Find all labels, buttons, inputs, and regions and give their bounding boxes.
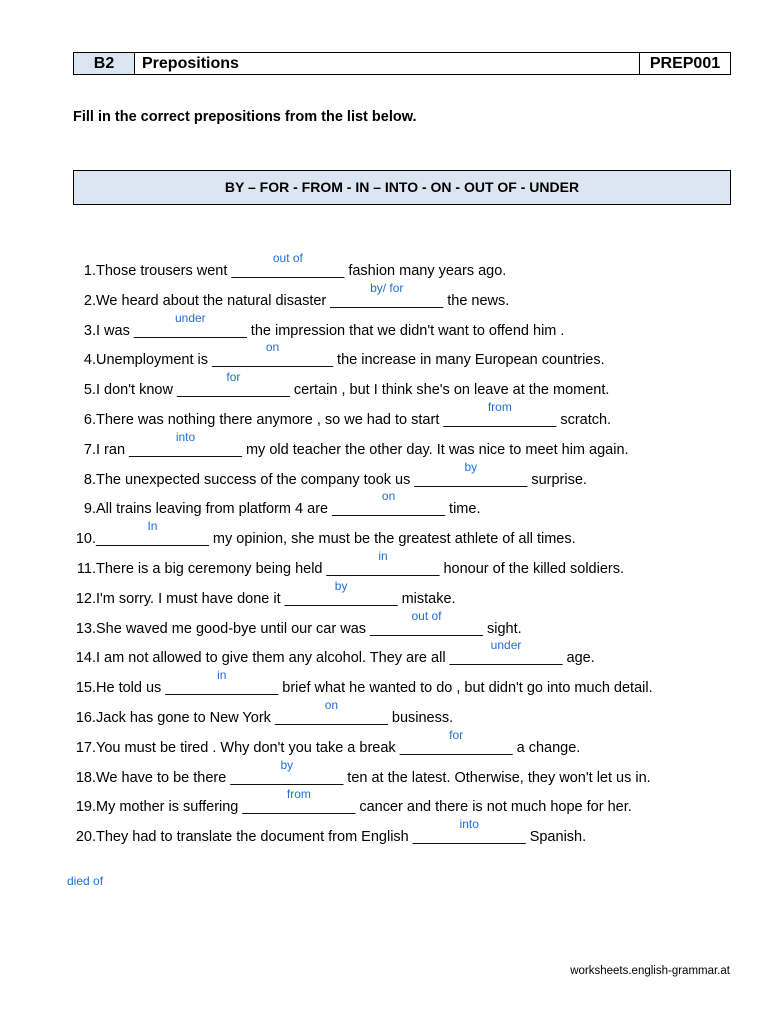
answer-text: by <box>464 459 478 474</box>
item-text-before: My mother is suffering <box>96 799 243 816</box>
exercise-item <box>73 310 565 353</box>
answer-text: by <box>280 757 294 772</box>
answer-blank[interactable] <box>96 519 209 548</box>
answer-text: on <box>381 489 396 504</box>
item-text-before: Unemployment is <box>96 352 213 369</box>
answer-text: out of <box>272 251 303 265</box>
item-text-after: fashion many years ago. <box>344 263 507 279</box>
answer-blank[interactable] <box>370 608 483 637</box>
item-text-before: There was nothing there anymore , so we had to start <box>96 411 444 428</box>
item-number: 7. <box>83 441 96 458</box>
item-text-after: cancer and there is not much hope for her. <box>355 799 632 816</box>
item-text-before: I was <box>96 322 134 339</box>
answer-blank[interactable] <box>332 489 446 518</box>
item-text-after: time. <box>445 501 481 518</box>
item-text-after: honour of the killed soldiers. <box>439 560 625 577</box>
answer-blank[interactable] <box>133 310 247 339</box>
item-number: 16. <box>75 709 96 726</box>
item-text-before: Jack has gone to New York <box>96 709 275 726</box>
blank-line: ______________ <box>326 560 440 577</box>
item-number: 17. <box>75 739 96 756</box>
item-text-after: Spanish. <box>525 829 587 846</box>
item-number: 11. <box>76 560 96 577</box>
blank-line: ______________ <box>133 322 247 339</box>
answer-blank[interactable] <box>231 251 345 279</box>
answer-blank[interactable] <box>165 668 279 697</box>
instruction: Fill in the correct prepositions from the list below. <box>73 109 417 125</box>
blank-line: ______________ <box>274 709 388 726</box>
answer-blank[interactable] <box>274 697 388 726</box>
answer-blank[interactable] <box>212 340 334 369</box>
exercise-list <box>73 251 653 859</box>
blank-line: ______________ <box>332 501 446 518</box>
answer-text: in <box>378 548 388 563</box>
item-text-before: I don't know <box>96 382 177 399</box>
item-number: 15. <box>75 680 96 697</box>
item-text-before: I am not allowed to give them any alcohol. They are all <box>96 650 450 667</box>
extra-note: died of <box>67 874 104 888</box>
item-number: 9. <box>83 501 96 518</box>
blank-line: _______________ <box>212 352 334 369</box>
item-text-after: a change. <box>512 739 581 756</box>
word-list-box: BY – FOR - FROM - IN – INTO - ON - OUT OF - UNDER <box>73 170 731 205</box>
answer-text: by <box>334 578 348 593</box>
item-text-before: He told us <box>96 680 166 697</box>
item-text-after: ten at the latest. Otherwise, they won't let us in. <box>343 769 651 786</box>
item-text-before: She waved me good-bye until our car was <box>96 620 371 637</box>
worksheet-header <box>73 52 731 75</box>
answer-text: for <box>449 727 464 742</box>
answer-text: for <box>226 370 241 385</box>
code-cell: PREP001 <box>640 53 730 74</box>
answer-text: by/ for <box>370 280 404 295</box>
answer-text: into <box>459 817 479 832</box>
item-text-after: sight. <box>482 620 522 637</box>
item-text-after: business. <box>387 709 454 726</box>
item-text-before: We have to be there <box>96 769 231 786</box>
answer-blank[interactable] <box>399 727 513 756</box>
item-text-before: The unexpected success of the company took us <box>96 471 415 488</box>
answer-text: on <box>324 697 339 712</box>
exercise-item <box>73 489 481 531</box>
item-number: 4. <box>83 352 96 369</box>
item-number: 18. <box>75 769 96 786</box>
answer-blank[interactable] <box>230 757 344 786</box>
item-number: 5. <box>83 382 96 399</box>
exercise-item <box>73 817 587 859</box>
answer-text: out of <box>411 608 442 623</box>
item-number: 6. <box>83 411 96 428</box>
blank-line: ______________ <box>231 263 345 279</box>
answer-blank[interactable] <box>443 399 557 428</box>
item-text-before: They had to translate the document from English <box>96 829 413 846</box>
answer-blank[interactable] <box>242 787 356 816</box>
item-number: 1. <box>83 263 96 279</box>
answer-blank[interactable] <box>129 429 242 458</box>
item-number: 20. <box>75 829 96 846</box>
answer-blank[interactable] <box>176 370 290 399</box>
blank-line: ______________ <box>370 620 483 637</box>
answer-blank[interactable] <box>326 548 440 577</box>
item-number: 10. <box>75 531 96 548</box>
item-number: 19. <box>75 799 96 816</box>
item-number: 8. <box>83 471 96 488</box>
footer-url: worksheets.english-grammar.at <box>570 965 730 977</box>
answer-text: in <box>217 668 227 683</box>
item-number: 12. <box>75 590 96 607</box>
answer-text: In <box>147 519 158 534</box>
blank-line: ______________ <box>242 799 356 816</box>
blank-line: ______________ <box>399 739 513 756</box>
item-text-after: the news. <box>443 292 510 309</box>
blank-line: ______________ <box>443 411 557 428</box>
answer-text: under <box>174 310 206 325</box>
item-text-after: age. <box>562 650 595 667</box>
exercise-item <box>73 519 576 561</box>
blank-line: ______________ <box>176 382 290 399</box>
item-text-after: mistake. <box>397 590 456 607</box>
blank-line: ______________ <box>330 292 444 309</box>
blank-line: ______________ <box>414 471 528 488</box>
answer-blank[interactable] <box>330 280 444 309</box>
item-text-before: Those trousers went <box>96 263 232 279</box>
item-text-after: my old teacher the other day. It was nice to meet him again. <box>241 441 629 458</box>
blank-line: ______________ <box>230 769 344 786</box>
item-text-before: There is a big ceremony being held <box>96 560 327 577</box>
answer-blank[interactable] <box>414 459 528 488</box>
item-text-after: my opinion, she must be the greatest athlete of all times. <box>208 531 576 548</box>
blank-line: ______________ <box>449 650 563 667</box>
level-cell: B2 <box>74 53 135 74</box>
answer-blank[interactable] <box>284 578 398 607</box>
answer-text: from <box>286 787 311 802</box>
item-text-after: scratch. <box>556 411 612 428</box>
item-number: 2. <box>83 292 96 309</box>
item-text-after: the impression that we didn't want to offend him . <box>246 322 565 339</box>
item-number: 13. <box>75 620 96 637</box>
answer-blank[interactable] <box>449 638 563 667</box>
item-number: 14. <box>75 650 96 667</box>
answer-blank[interactable] <box>412 817 526 846</box>
answer-text: from <box>487 399 512 414</box>
blank-line: ______________ <box>129 441 242 458</box>
item-text-before: I ran <box>96 441 130 458</box>
item-text-before: You must be tired . Why don't you take a break <box>96 739 400 756</box>
item-text-after: brief what he wanted to do , but didn't go into much detail. <box>278 680 653 697</box>
answer-text: into <box>175 429 196 444</box>
blank-line: ______________ <box>284 590 398 607</box>
item-text-after: certain , but I think she's on leave at the moment. <box>289 382 610 399</box>
item-text-before: We heard about the natural disaster <box>96 292 331 309</box>
item-text-after: the increase in many European countries. <box>333 352 605 369</box>
answer-text: under <box>490 638 522 653</box>
blank-line: ______________ <box>165 680 279 697</box>
exercise-item <box>73 697 454 740</box>
answer-text: on <box>265 340 280 355</box>
item-text-before: I'm sorry. I must have done it <box>96 590 285 607</box>
item-text-before: All trains leaving from platform 4 are <box>96 501 333 518</box>
blank-line: ______________ <box>412 829 526 846</box>
item-number: 3. <box>83 322 96 339</box>
blank-line: ______________ <box>96 531 209 548</box>
item-text-after: surprise. <box>527 471 587 488</box>
title-cell: Prepositions <box>135 53 640 74</box>
